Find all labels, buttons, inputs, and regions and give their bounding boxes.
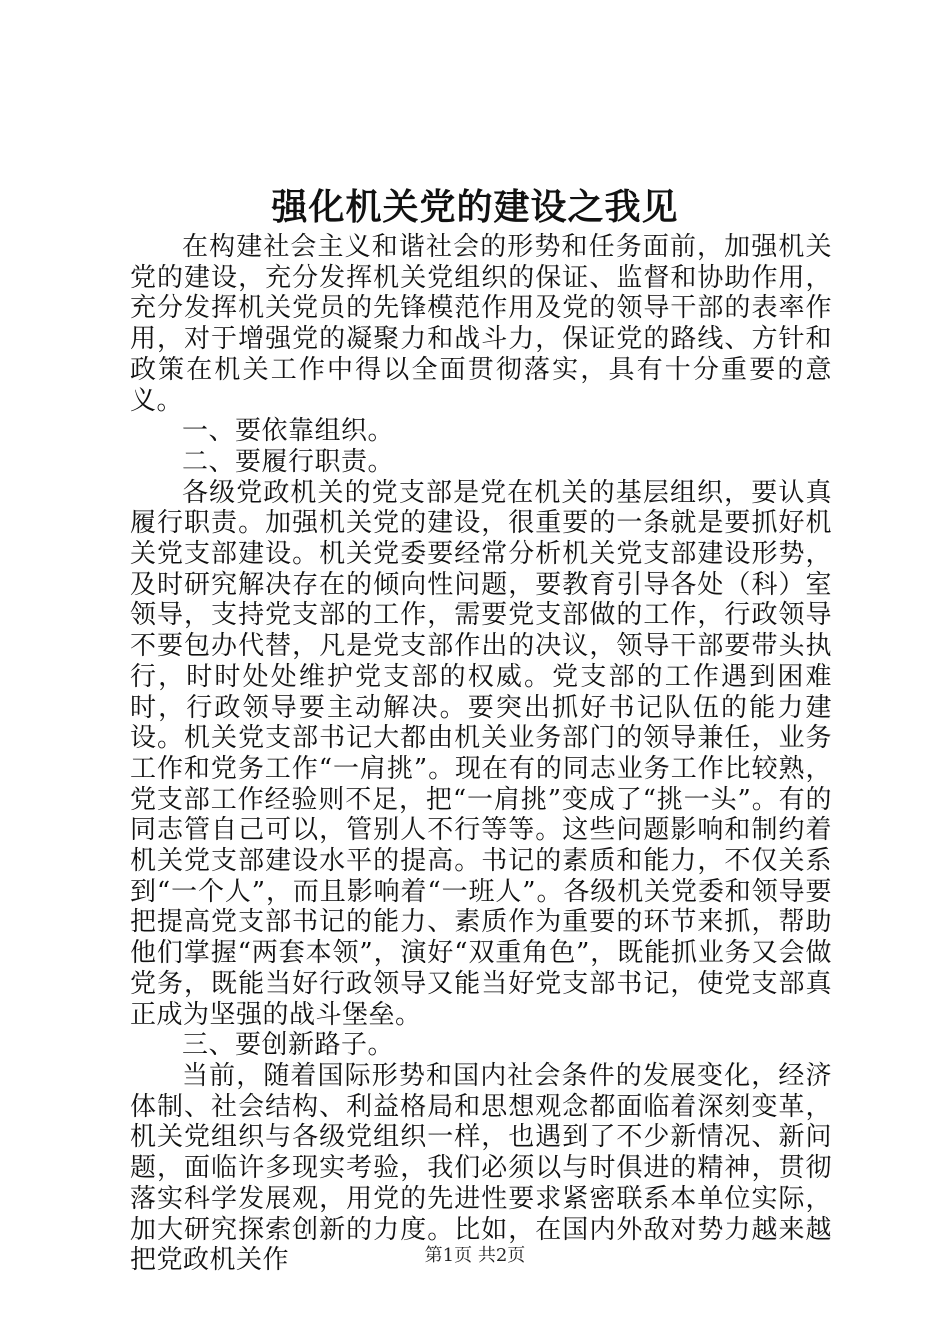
- document-title: 强化机关党的建设之我见: [271, 186, 679, 228]
- page-footer: 第1页 共2页: [424, 1245, 526, 1266]
- document-body: [130, 232, 832, 1276]
- heading-section-3: 三、要创新路子。: [182, 1030, 395, 1061]
- heading-section-2: 二、要履行职责。: [182, 446, 395, 477]
- paragraph-intro: 在构建社会主义和谐社会的形势和任务面前，加强机关党的建设，充分发挥机关党组织的保证、监督和协助作用，充分发挥机关党员的先锋模范作用及党的领导干部的表率作用，对于增强党的凝聚力和战斗力，保证党的路线、方针和政策在机关工作中得以全面贯彻落实，具有十分重要的意义。: [130, 232, 832, 416]
- paragraph-section-3: 当前，随着国际形势和国内社会条件的发展变化，经济体制、社会结构、利益格局和思想观念都面临着深刻变革，机关党组织与各级党组织一样，也遇到了不少新情况、新问题，面临许多现实考验，我们必须以与时俱进的精神，贯彻落实科学发展观，用党的先进性要求紧密联系本单位实际，加大研究探索创新的力度。比如，在国内外敌对势力越来越把党政机关作: [130, 1060, 832, 1276]
- paragraph-section-2: 各级党政机关的党支部是党在机关的基层组织，要认真履行职责。加强机关党的建设，很重要的一条就是要抓好机关党支部建设。机关党委要经常分析机关党支部建设形势，及时研究解决存在的倾向性问题，要教育引导各处（科）室领导，支持党支部的工作，需要党支部做的工作，行政领导不要包办代替，凡是党支部作出的决议，领导干部要带头执行，时时处处维护党支部的权威。党支部的工作遇到困难时，行政领导要主动解决。要突出抓好书记队伍的能力建设。机关党支部书记大都由机关业务部门的领导兼任，业务工作和党务工作“一肩挑”。现在有的同志业务工作比较熟，党支部工作经验则不足，把“一肩挑”变成了“挑一头”。有的同志管自己可以，管别人不行等等。这些问题影响和制约着机关党支部建设水平的提高。书记的素质和能力，不仅关系到“一个人”，而且影响着“一班人”。各级机关党委和领导要把提高党支部书记的能力、素质作为重要的环节来抓，帮助他们掌握“两套本领”，演好“双重角色”，既能抓业务又会做党务，既能当好行政领导又能当好党支部书记，使党支部真正成为坚强的战斗堡垒。: [130, 477, 832, 1030]
- heading-section-1: 一、要依靠组织。: [182, 416, 395, 447]
